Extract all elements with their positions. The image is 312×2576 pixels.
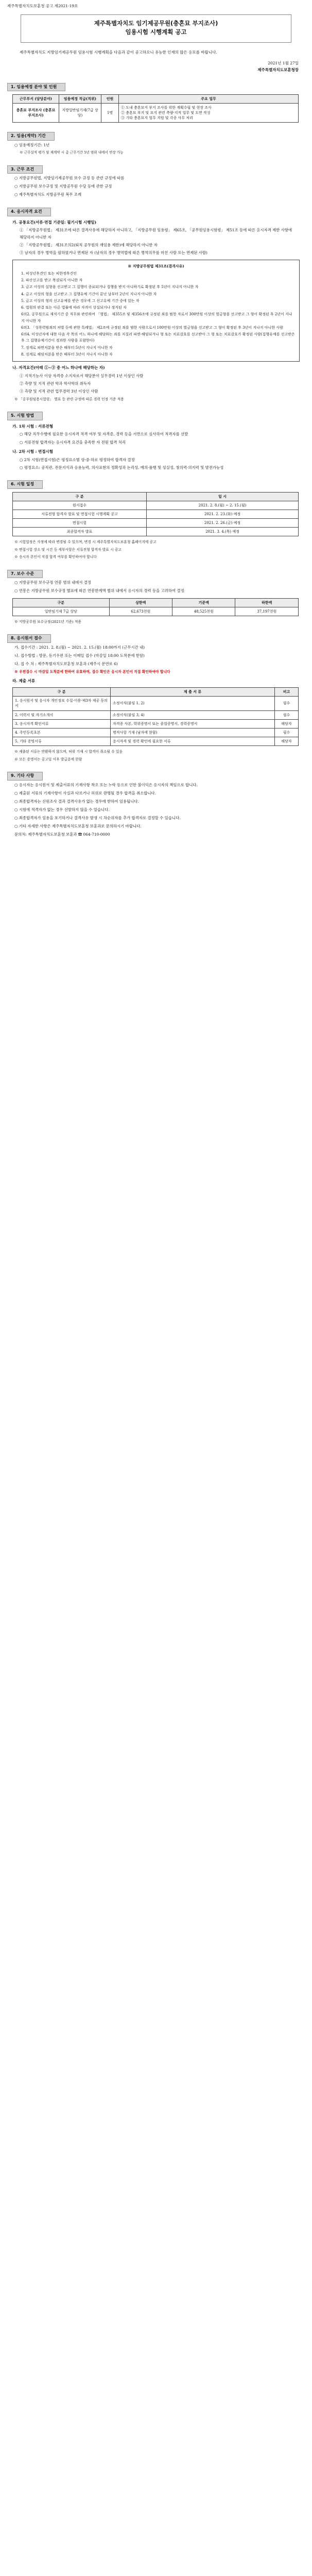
schedule-table [12,492,299,537]
other-line: ○ 기타 자세한 사항은 제주특별자치도보훈청 보훈과로 문의하시기 바랍니다. [14,823,142,828]
schedule-date: 2021. 2. 8.(월) ~ 2. 15.(월) [147,501,299,510]
eligibility-line: ① 「지방공무원법」 제31조에 따른 결격사유에 해당하지 아니하고, 「지방공무원 임용령」 제65조, 「공무원임용시험령」 제51조 등에 따른 응시자격 제한 사항에 해당하지 아니한 자 [20,228,292,240]
documents-note: ※ 제출된 서류는 반환하지 않으며, 허위 기재 시 합격이 취소될 수 있음 [14,750,123,754]
duty-item: ① 도내 충혼묘지 부지 조사를 위한 계획수립 및 현장 조사 [121,106,212,110]
notice-title-line1: 제주특별자치도 임기제공무원(충혼묘 부지조사) [94,19,218,27]
salary-cell: 48,525천원 [172,607,235,616]
exam-line: ○ 2차 시험(면접시험)은 평정요소별 상·중·하로 평정하여 합격자 결정 [20,457,135,462]
disqualification-box [12,260,300,362]
table-row [13,519,299,528]
schedule-item: 원서접수 [13,501,147,510]
schedule-item: 서류전형 합격자 발표 및 면접시험 시행계획 공고 [13,510,147,518]
schedule-date: 2021. 2. 26.(금) 예정 [147,519,299,528]
box-line: 2. 파산선고를 받고 복권되지 아니한 자 [21,278,83,283]
term-note: ※ 근무실적 평가 및 재계약 시 총 근무기간 5년 범위 내에서 연장 가능 [20,150,124,155]
notice-date: 2021년 1월 27일 [268,60,299,65]
section-schedule [7,480,305,561]
table-row [13,607,299,616]
section-heading: 1. 임용예정 분야 및 인원 [7,83,65,91]
section-other [7,772,305,838]
schedule-date: 2021. 2. 23.(화) 예정 [147,510,299,518]
issuing-org: 제주특별자치도보훈청장 [257,67,299,72]
section-conditions [7,165,305,199]
doc-note: 필수 [275,710,299,719]
table-row [13,510,299,518]
eligibility-line: ① 지적기능사 이상 자격증 소지자로서 해당분야 실무경력 1년 이상인 사람 [20,373,144,378]
dept-cell: 충혼묘 부지조사 (충혼묘 부지조사) [13,104,59,123]
date-signature [7,60,299,74]
table-row [13,697,299,710]
doc-name: 1. 응시원서 및 응시자 개인정보 수집·이용·제3자 제공 동의서 [13,697,111,710]
other-line: ○ 최종합격자가 임용을 포기하거나 결격사유 발생 시 차순위자를 추가 합격자로 결정할 수 있습니다. [14,815,181,820]
col-header: 상한액 [109,598,172,607]
count-cell: 1명 [101,104,119,123]
rank-cell: 지방일반임기제(7급 상당) [59,104,101,123]
doc-name: 5. 기타 증빙서류 [13,737,111,745]
box-line: 1. 피성년후견인 또는 피한정후견인 [21,271,77,276]
intro-text: 제주특별자치도 지방임기제공무원 임용시험 시행계획을 다음과 같이 공고하오니 유능한 인재의 많은 응모를 바랍니다. [20,50,217,55]
doc-name: 2. 이력서 및 자기소개서 [13,710,111,719]
doc-note: 필수 [275,728,299,737]
term-text: ○ 임용예정기간: 1년 [14,142,50,147]
section-heading: 5. 시험 방법 [7,412,43,420]
col-header: 임용예정 직급(직위) [59,94,101,103]
eligibility-line: ③ 남자의 경우 병역을 필하였거나 면제된 자 (남자의 경우 병역법에 따른 병역의무를 마친 사람 또는 면제된 사람) [20,250,207,256]
table-row [13,710,299,719]
col-header: 주요 업무 [119,94,299,103]
schedule-item: 최종합격자 발표 [13,528,147,536]
table-row [13,528,299,536]
schedule-note: ※ 시험일정은 사정에 따라 변경될 수 있으며, 변경 시 제주특별자치도보훈청 홈페이지에 공고 [14,540,157,545]
table-row [13,737,299,745]
box-line: 5. 금고 이상의 형의 선고유예를 받은 경우에 그 선고유예 기간 중에 있는 자 [21,298,140,303]
doc-note: 해당자 [275,737,299,745]
schedule-item: 면접시험 [13,519,147,528]
schedule-date: 2021. 3. 4.(목) 예정 [147,528,299,536]
section-heading: 4. 응시자격 요건 [7,208,51,216]
table-row [13,719,299,728]
col-header: 일 시 [147,492,299,501]
table-row [13,501,299,510]
notice-number: 제주특별자치도보훈청 공고 제2021-19호 [7,4,78,8]
col-header: 하한액 [235,598,299,607]
eligibility-subheading: 나. 자격요건(아래 ①~③ 중 어느 하나에 해당하는 자) [12,365,105,370]
section-heading: 8. 응시원서 접수 [7,634,51,642]
section-exam-method [7,412,305,471]
schedule-note: ※ 응시자 본인이 직접 합격 여부를 확인하여야 합니다 [14,555,97,560]
eligibility-subheading: 가. 공통요건(서류·면접 기준일: 필기시험 시행일) [12,219,97,225]
section-heading: 9. 기타 사항 [7,772,43,780]
condition-line: ○ 지방공무원 보수규정 및 지방공무원 수당 등에 관한 규정 [14,184,112,189]
application-warning: ※ 우편접수 시 마감일 도착분에 한하여 유효하며, 접수 확인은 응시자 본인이 직접 확인하여야 합니다 [14,669,170,674]
exam-line: ○ 해당 직무수행에 필요한 응시자격 적격 여부 및 자격증, 경력 등을 서면으로 심사하여 적격자를 선발 [20,432,188,437]
documents-note: ※ 모든 증명서는 공고일 이후 발급분에 한함 [14,757,82,761]
documents-table [12,687,299,746]
eligibility-line: ② 측량 및 지적 관련 학과 학사학위 취득자 [20,381,91,386]
section-heading: 3. 근무 조건 [7,165,43,174]
doc-detail: 소정서식(붙임 1, 2) [111,697,275,710]
application-line: 나. 접수방법 : 방문, 등기우편 또는 이메일 접수 (마감일 18:00 도착분에 한함) [14,653,145,658]
col-header: 기준액 [172,598,235,607]
salary-cell: 62,673천원 [109,607,172,616]
doc-note: 필수 [275,697,299,710]
doc-note: 해당자 [275,719,299,728]
doc-name: 3. 응시자격 확인서류 [13,719,111,728]
positions-table [12,94,299,123]
eligibility-line: ③ 측량 및 지적 관련 업무경력 3년 이상인 사람 [20,389,98,394]
doc-detail: 소정서식(붙임 3, 4) [111,710,275,719]
col-header: 구분 [13,598,110,607]
table-row [13,728,299,737]
section-eligibility [7,208,305,402]
exam-subheading: 가. 1차 시험 : 서류전형 [12,423,54,429]
salary-note: ※ 지방공무원 보수규정(2021년 기준) 적용 [14,619,81,624]
box-line: 4. 금고 이상의 형을 선고받고 그 집행유예 기간이 끝난 날부터 2년이 지나지 아니한 자 [21,292,157,296]
exam-subheading: 나. 2차 시험 : 면접시험 [12,449,54,454]
section-positions [7,83,305,123]
condition-line: ○ 제주특별자치도 지방공무원 복무 조례 [14,192,82,197]
box-line: 6의2. 공무원으로 재직기간 중 직무와 관련하여 「형법」 제355조 및 제356조에 규정된 죄를 범한 자로서 300만원 이상의 벌금형을 선고받고 그 형이 확정된 후 2년이 지나지 아니한 자 [21,312,292,323]
section-heading: 7. 보수 수준 [7,570,43,578]
col-header: 비고 [275,688,299,697]
eligibility-line: ② 「지방공무원법」 제31조의2(퇴직 공무원의 재임용 제한)에 해당하지 아니한 자 [20,243,158,248]
table-row [13,104,299,123]
box-title: ※ 지방공무원법 제31조(결격사유) [128,263,184,268]
contact-line: 문의처: 제주특별자치도보훈청 보훈과 ☎ 064-710-0000 [14,832,110,837]
box-line: 6. 법원의 판결 또는 다른 법률에 따라 자격이 상실되거나 정지된 자 [21,306,127,310]
box-line: 6의4. 미성년자에 대한 다음 각 목의 어느 하나에 해당하는 죄를 저질러 파면·해임되거나 형 또는 치료감호를 선고받아 그 형 또는 치료감호가 확정된 사람(집행유예를 선고받은 후 그 집행유예기간이 경과한 사람을 포함한다) [21,332,295,343]
exam-line: ○ 서류전형 합격자는 응시자격 요건을 충족한 자 전원 합격 처리 [20,439,126,445]
salary-line: ○ 지방공무원 보수규정 연봉 범위 내에서 결정 [14,580,92,585]
section-heading: 6. 시험 일정 [7,480,43,488]
salary-cell: 일반임기제 7급 상당 [13,607,110,616]
col-header: 구 분 [13,492,147,501]
section-heading: 2. 임용(계약) 기간 [7,132,55,140]
section-salary [7,570,305,625]
doc-detail: 자격증 사본, 학위증명서 또는 졸업증명서, 경력증명서 [111,719,275,728]
duty-item: ② 충혼묘 부지 및 묘지 관련 측량·지적 업무 및 도면 작성 [121,111,211,115]
doc-detail: 병적사항 기재 (남자에 한함) [111,728,275,737]
doc-detail: 응시자격 및 경력 확인에 필요한 서류 [111,737,275,745]
col-header: 근무부서 (담당분야) [13,94,59,103]
box-line: 8. 징계로 해임처분을 받은 때부터 3년이 지나지 아니한 자 [21,352,113,357]
box-line: 3. 금고 이상의 실형을 선고받고 그 집행이 종료되거나 집행을 받지 아니하기로 확정된 후 5년이 지나지 아니한 자 [21,285,199,290]
eligibility-note: ※ 「공무원임용시험령」 별표 등 관련 규정에 따른 경력 인정 기준 적용 [14,397,124,401]
application-line: 가. 접수기간 : 2021. 2. 8.(월) ~ 2021. 2. 15.(월) 18:00까지 (근무시간 내) [14,645,145,650]
section-term [7,132,305,156]
notice-page [0,0,312,858]
application-line: 다. 접 수 처 : 제주특별자치도보훈청 보훈과 (제주시 문연로 6) [14,661,118,666]
documents-subheading: 라. 제출 서류 [12,679,36,684]
salary-cell: 37,197천원 [235,607,299,616]
notice-title-line2: 임용시험 시행계획 공고 [125,28,187,36]
condition-line: ○ 지방공무원법, 지방임기제공무원 보수 규정 등 관련 규정에 따름 [14,176,125,181]
other-line: ○ 응시자는 응시원서 및 제출서류의 기재사항 착오 또는 누락 등으로 인한 불이익은 응시자의 책임으로 합니다. [14,782,198,787]
other-line: ○ 시험에 적격자가 없는 경우 선발하지 않을 수 있습니다. [14,807,110,812]
salary-table [12,598,299,616]
col-header: 인원 [101,94,119,103]
col-header: 제 출 서 류 [111,688,275,697]
duty-item: ③ 기타 충혼묘지 업무 지원 및 각종 사무 처리 [121,116,193,121]
salary-line: ○ 연봉은 지방공무원 보수규정 별표에 따른 연봉한계액 범위 내에서 응시자의 경력 등을 고려하여 결정 [14,588,184,594]
col-header: 구 분 [13,688,111,697]
doc-name: 4. 주민등록초본 [13,728,111,737]
other-line: ○ 제출된 서류의 기재사항이 사실과 다르거나 허위로 판명될 경우 합격을 취소합니다. [14,790,157,795]
title-box [21,14,291,43]
duties-cell [119,104,299,123]
box-line: 6의3. 「성폭력범죄의 처벌 등에 관한 특례법」 제2조에 규정된 죄를 범한 사람으로서 100만원 이상의 벌금형을 선고받고 그 형이 확정된 후 3년이 지나지 아니한 사람 [21,325,283,330]
other-line: ○ 최종합격자는 신원조사 결과 결격사유가 없는 경우에 한하여 임용됩니다. [14,799,139,804]
schedule-note: ※ 면접시험 장소 및 시간 등 세부사항은 서류전형 합격자 발표 시 공고 [14,547,122,552]
section-application [7,634,305,762]
exam-line: ○ 평정요소: 공직관, 전문지식과 응용능력, 의사표현의 정확성과 논리성, 예의·품행 및 성실성, 창의력·의지력 및 발전가능성 [20,465,224,470]
box-line: 7. 징계로 파면처분을 받은 때부터 5년이 지나지 아니한 자 [21,345,113,350]
